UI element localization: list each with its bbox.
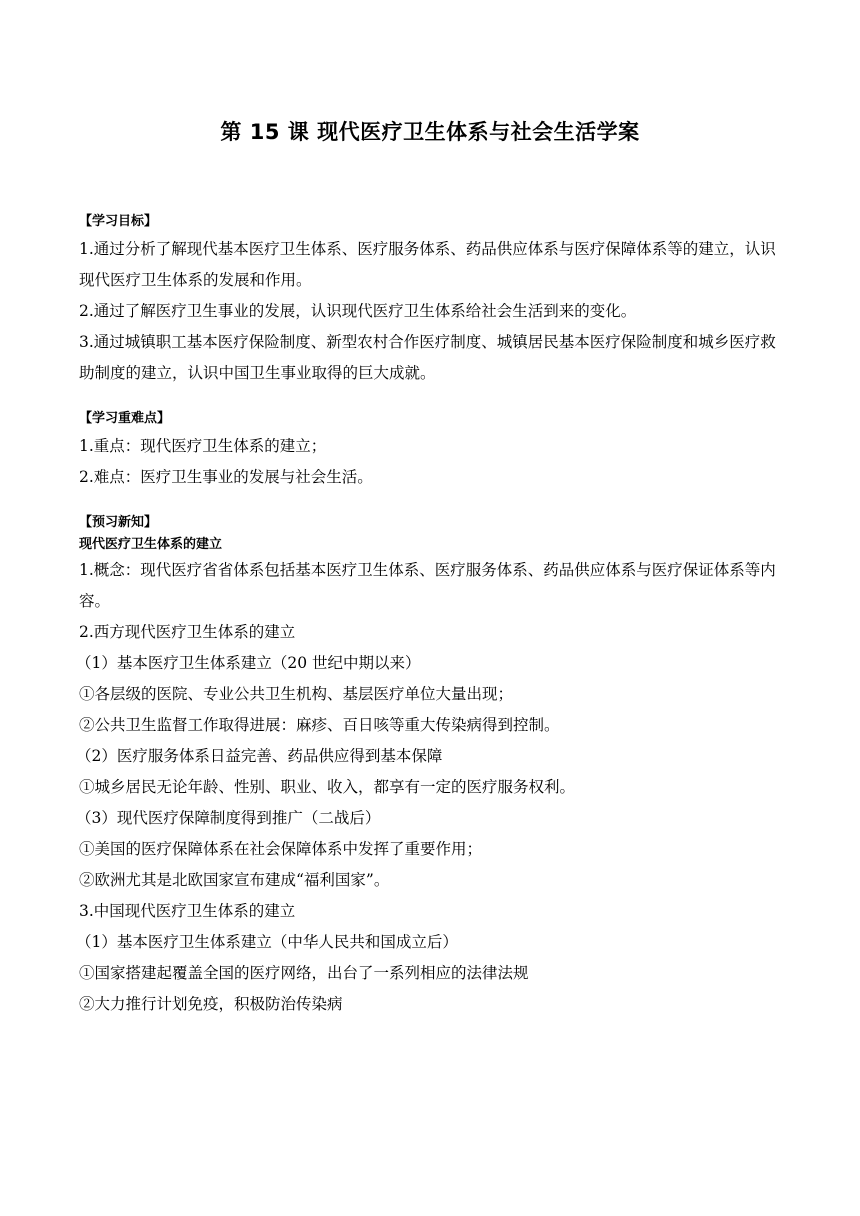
preview-line: 3.中国现代医疗卫生体系的建立	[79, 902, 296, 920]
preview-line: （2）医疗服务体系日益完善、药品供应得到基本保障	[76, 747, 443, 765]
preview-line: ②欧洲尤其是北欧国家宣布建成“福利国家”。	[79, 871, 390, 889]
preview-line: ①美国的医疗保障体系在社会保障体系中发挥了重要作用；	[79, 840, 483, 858]
preview-subheading: 现代医疗卫生体系的建立	[79, 537, 223, 552]
preview-line: ①各层级的医院、专业公共卫生机构、基层医疗单位大量出现；	[79, 685, 514, 703]
key-point-item: 2.难点：医疗卫生事业的发展与社会生活。	[79, 468, 373, 486]
preview-line: ①城乡居民无论年龄、性别、职业、收入，都享有一定的医疗服务权利。	[79, 778, 576, 796]
section-heading-learning-goals: 【学习目标】	[79, 214, 158, 229]
preview-line: ①国家搭建起覆盖全国的医疗网络，出台了一系列相应的法律法规	[79, 964, 529, 982]
section-learning-goals	[79, 210, 785, 389]
document-body	[76, 210, 785, 1020]
section-key-points	[79, 407, 785, 493]
section-heading-key-points: 【学习重难点】	[79, 411, 171, 426]
key-point-item: 1.重点：现代医疗卫生体系的建立；	[79, 437, 327, 455]
goal-item: 2.通过了解医疗卫生事业的发展，认识现代医疗卫生体系给社会生活到来的变化。	[79, 302, 637, 320]
preview-line: 1.概念：现代医疗省省体系包括基本医疗卫生体系、医疗服务体系、药品供应体系与医疗保证体系等内容。	[79, 561, 776, 610]
section-heading-preview: 【预习新知】	[79, 515, 158, 530]
preview-line: （3）现代医疗保障制度得到推广（二战后）	[76, 809, 381, 827]
preview-line: 2.西方现代医疗卫生体系的建立	[79, 623, 296, 641]
preview-line: （1）基本医疗卫生体系建立（中华人民共和国成立后）	[76, 933, 458, 951]
section-preview	[76, 511, 785, 1020]
goal-item: 1.通过分析了解现代基本医疗卫生体系、医疗服务体系、药品供应体系与医疗保障体系等的建立，认识现代医疗卫生体系的发展和作用。	[79, 240, 776, 289]
page-title: 第 15 课 现代医疗卫生体系与社会生活学案	[220, 120, 640, 144]
preview-line: ②大力推行计划免疫，积极防治传染病	[79, 995, 343, 1013]
preview-line: （1）基本医疗卫生体系建立（20 世纪中期以来）	[76, 654, 421, 672]
preview-line: ②公共卫生监督工作取得进展：麻疹、百日咳等重大传染病得到控制。	[79, 716, 560, 734]
goal-item: 3.通过城镇职工基本医疗保险制度、新型农村合作医疗制度、城镇居民基本医疗保险制度和城乡医疗救助制度的建立，认识中国卫生事业取得的巨大成就。	[79, 333, 776, 382]
